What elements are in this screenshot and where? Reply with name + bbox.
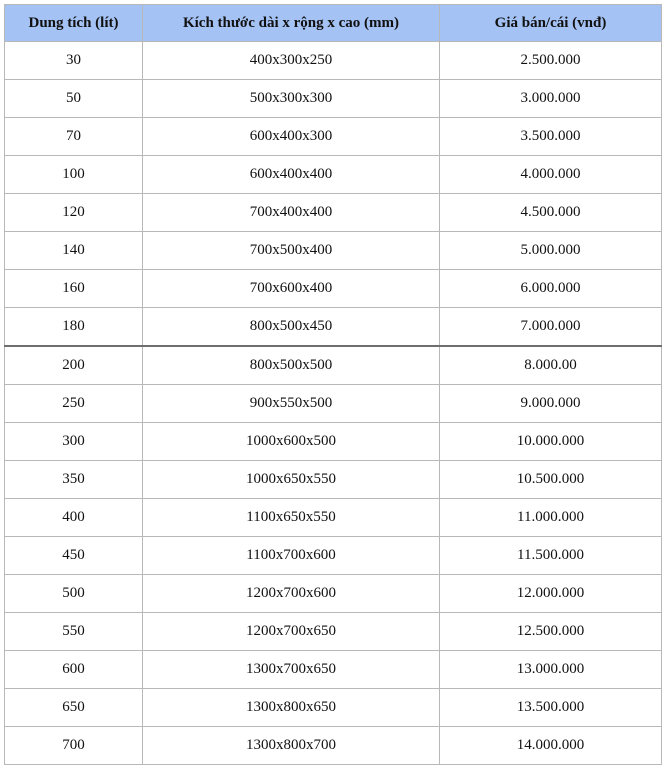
capacity-cell: 140 [5,232,143,270]
price-cell: 6.000.000 [440,270,662,308]
table-row [5,80,662,118]
dimensions-cell: 900x550x500 [143,385,440,423]
table-row [5,537,662,575]
table-header-row [5,5,662,42]
price-cell: 3.500.000 [440,118,662,156]
table-row [5,346,662,385]
table-row [5,727,662,765]
table-row [5,118,662,156]
dimensions-cell: 700x500x400 [143,232,440,270]
price-cell: 3.000.000 [440,80,662,118]
table-row [5,385,662,423]
dimensions-cell: 1200x700x650 [143,613,440,651]
price-cell: 4.500.000 [440,194,662,232]
table-row [5,499,662,537]
capacity-cell: 160 [5,270,143,308]
table-body [5,42,662,765]
price-cell: 11.500.000 [440,537,662,575]
price-table [4,4,662,765]
dimensions-cell: 600x400x400 [143,156,440,194]
header-price: Giá bán/cái (vnđ) [440,5,662,42]
dimensions-cell: 400x300x250 [143,42,440,80]
capacity-cell: 600 [5,651,143,689]
capacity-cell: 450 [5,537,143,575]
capacity-cell: 250 [5,385,143,423]
price-cell: 11.000.000 [440,499,662,537]
dimensions-cell: 500x300x300 [143,80,440,118]
dimensions-cell: 800x500x500 [143,346,440,385]
table-row [5,270,662,308]
price-cell: 14.000.000 [440,727,662,765]
price-cell: 12.500.000 [440,613,662,651]
table-row [5,575,662,613]
dimensions-cell: 1300x700x650 [143,651,440,689]
dimensions-cell: 1000x650x550 [143,461,440,499]
table-row [5,232,662,270]
price-cell: 9.000.000 [440,385,662,423]
capacity-cell: 700 [5,727,143,765]
header-capacity: Dung tích (lít) [5,5,143,42]
price-cell: 7.000.000 [440,308,662,347]
capacity-cell: 70 [5,118,143,156]
price-cell: 13.500.000 [440,689,662,727]
capacity-cell: 120 [5,194,143,232]
capacity-cell: 50 [5,80,143,118]
price-cell: 13.000.000 [440,651,662,689]
price-cell: 10.000.000 [440,423,662,461]
table-row [5,308,662,347]
table-row [5,651,662,689]
table-row [5,423,662,461]
dimensions-cell: 1100x700x600 [143,537,440,575]
dimensions-cell: 1200x700x600 [143,575,440,613]
table-row [5,689,662,727]
dimensions-cell: 1000x600x500 [143,423,440,461]
price-cell: 10.500.000 [440,461,662,499]
capacity-cell: 500 [5,575,143,613]
capacity-cell: 100 [5,156,143,194]
dimensions-cell: 1300x800x700 [143,727,440,765]
price-cell: 4.000.000 [440,156,662,194]
price-cell: 2.500.000 [440,42,662,80]
capacity-cell: 200 [5,346,143,385]
table-row [5,461,662,499]
header-dimensions: Kích thước dài x rộng x cao (mm) [143,5,440,42]
dimensions-cell: 600x400x300 [143,118,440,156]
capacity-cell: 400 [5,499,143,537]
price-cell: 12.000.000 [440,575,662,613]
capacity-cell: 550 [5,613,143,651]
price-cell: 5.000.000 [440,232,662,270]
dimensions-cell: 1100x650x550 [143,499,440,537]
table-row [5,194,662,232]
capacity-cell: 180 [5,308,143,347]
capacity-cell: 350 [5,461,143,499]
dimensions-cell: 800x500x450 [143,308,440,347]
table-row [5,613,662,651]
capacity-cell: 300 [5,423,143,461]
dimensions-cell: 1300x800x650 [143,689,440,727]
dimensions-cell: 700x400x400 [143,194,440,232]
table-row [5,42,662,80]
capacity-cell: 30 [5,42,143,80]
capacity-cell: 650 [5,689,143,727]
price-cell: 8.000.00 [440,346,662,385]
table-row [5,156,662,194]
dimensions-cell: 700x600x400 [143,270,440,308]
